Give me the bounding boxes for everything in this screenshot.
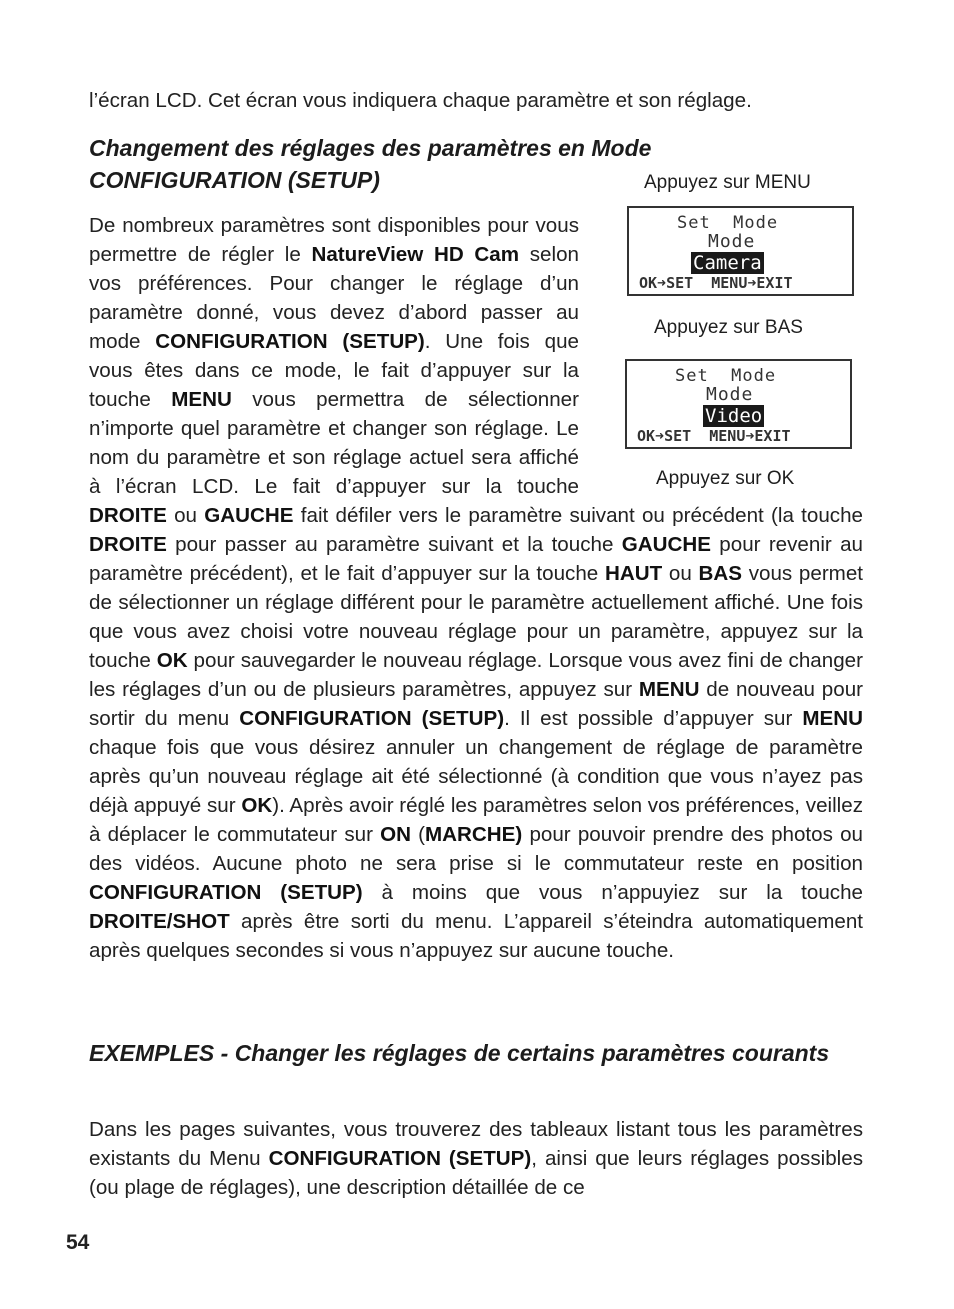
text-run: . Il est possible d’appuyer sur (504, 707, 803, 730)
text-run: fait défiler vers le paramètre suivant ou précédent (la touche (293, 504, 863, 527)
bold-term: CONFIGURATION (SETUP) (89, 881, 363, 904)
bold-term: MENU (802, 707, 863, 730)
bold-term: MENU (638, 678, 700, 701)
lcd-footer: OK➜SET MENU➜EXIT (639, 274, 793, 292)
lcd-line-set-mode: Set Mode (675, 366, 777, 386)
text-run: à moins que vous n’appuyiez sur la touche (362, 881, 863, 904)
bold-term: ON (380, 823, 411, 846)
text-run: vous permet de sélectionner un réglage différent pour le paramètre actuellement affiché. Une fois que vous avez choisi votre nouveau réglage pour un paramètre, appuyez sur la touche (89, 562, 864, 672)
text-run: , ainsi que leurs réglages possibles (ou plage de réglages), une description détaillée de ce (89, 1147, 864, 1199)
bold-term: OK (156, 649, 188, 672)
section-heading-setup: Changement des réglages des paramètres en Mode CONFIGURATION (SETUP) (89, 135, 652, 193)
bold-term: CONFIGURATION (SETUP) (155, 330, 425, 353)
bold-term: CONFIGURATION (SETUP) (268, 1147, 532, 1170)
bold-term: HAUT (604, 562, 663, 585)
text-run: selon vos préférences. Pour changer le réglage d’un paramètre donné, vous devez d’abord passer au mode (89, 243, 579, 353)
text-run: Dans les pages suivantes, vous trouverez des tableaux listant tous les paramètres existants du Menu (89, 1118, 863, 1170)
bold-term: DROITE/SHOT (89, 910, 230, 933)
bold-term: MARCHE) (425, 823, 523, 846)
lcd-footer: OK➜SET MENU➜EXIT (637, 427, 791, 445)
text-run: De nombreux paramètres sont disponibles pour vous permettre de régler le (89, 214, 579, 266)
body-paragraph-text (89, 1118, 863, 1199)
bold-term: CONFIGURATION (SETUP) (239, 707, 505, 730)
bold-term: GAUCHE (204, 504, 294, 527)
text-run: pour sauvegarder le nouveau réglage. Lorsque vous avez fini de changer les réglages d’un ou de plusieurs paramètres, appuyez sur (89, 649, 863, 701)
section-heading-examples: EXEMPLES - Changer les réglages de certains paramètres courants (89, 1040, 830, 1066)
text-run: pour revenir au paramètre précédent), et le fait d’appuyer sur la touche (89, 533, 863, 585)
caption-press-ok: Appuyez sur OK (656, 468, 795, 489)
bold-term: DROITE (89, 533, 167, 556)
bold-term: DROITE (89, 504, 167, 527)
text-run: . Une fois que vous êtes dans ce mode, le fait d’appuyer sur la touche (89, 330, 579, 411)
lcd-selected-value: Camera (693, 252, 762, 274)
figure-spacer (591, 211, 863, 501)
bold-term: GAUCHE (621, 533, 711, 556)
body-paragraph-setup (89, 211, 863, 965)
bold-term: OK (241, 794, 273, 817)
text-run: après être sorti du menu. L’appareil s’éteindra automatiquement après quelques secondes si vous n’appuyez sur aucune touche. (89, 910, 863, 962)
text-run: pour passer au paramètre suivant et la touche (166, 533, 622, 556)
text-run: ( (411, 823, 426, 846)
bold-term: NatureView HD Cam (311, 243, 520, 266)
body-paragraph-examples (89, 1115, 863, 1202)
intro-text: l’écran LCD. Cet écran vous indiquera chaque paramètre et son réglage. (89, 89, 752, 112)
text-run: ou (166, 504, 205, 527)
lcd-line-mode: Mode (706, 384, 754, 405)
text-run: chaque fois que vous désirez annuler un changement de réglage de paramètre après qu’un nouveau réglage ait été sélectionné (à condition que vous n’ayez pas déjà appuyé sur (89, 736, 863, 817)
lcd-line-set-mode: Set Mode (677, 213, 779, 233)
bold-term: BAS (698, 562, 742, 585)
text-run: de nouveau pour sortir du menu (89, 678, 864, 730)
lcd-line-mode: Mode (708, 231, 756, 252)
text-run: ou (662, 562, 699, 585)
caption-press-menu: Appuyez sur MENU (644, 172, 811, 193)
text-run: vous permettra de sélectionner n’importe quel paramètre et changer son réglage. Le nom du paramètre et son réglage actuel sera affiché à l’écran LCD. Le fait d’appuyer sur la touche (89, 388, 579, 498)
page-number: 54 (66, 1231, 90, 1254)
lcd-selected-value: Video (705, 405, 763, 427)
caption-press-bas: Appuyez sur BAS (654, 317, 803, 338)
bold-term: MENU (171, 388, 232, 411)
text-run: pour pouvoir prendre des photos ou des vidéos. Aucune photo ne sera prise si le commutateur reste en position (89, 823, 863, 875)
text-run: ). Après avoir réglé les paramètres selon vos préférences, veillez à déplacer le commutateur sur (89, 794, 863, 846)
